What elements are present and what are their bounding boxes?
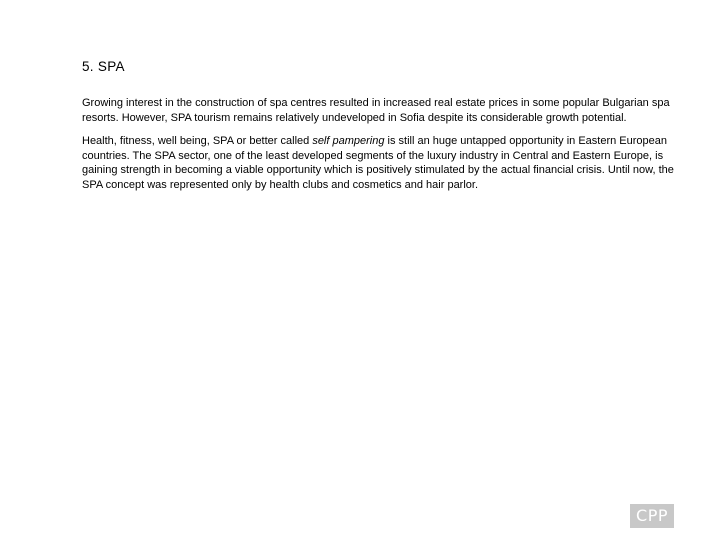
paragraph-2-start: Health, fitness, well being, SPA or better called (82, 134, 313, 147)
paragraph-1: Growing interest in the construction of spa centres resulted in increased real estate prices in some popular Bulgarian spa resorts. However, SPA tourism remains relatively undeveloped in Sofia despite its considerable growth potential. (82, 97, 670, 124)
paragraph-2-end: is still an huge untapped opportunity in Eastern European countries. The SPA sector, one of the least developed segments of the luxury industry in Central and Eastern Europe, is gaining strength in becoming a viable opportunity which is positively stimulated by the actual financial crisis. Until now, the SPA concept was represented only by health clubs and cosmetics and hair parlor. (82, 134, 674, 192)
paragraph-2-italic: self pampering (312, 134, 385, 147)
paragraph-2 (82, 134, 682, 193)
body-text (82, 96, 682, 201)
section-heading: 5. SPA (82, 59, 125, 74)
cpp-logo: CPP (630, 504, 674, 528)
